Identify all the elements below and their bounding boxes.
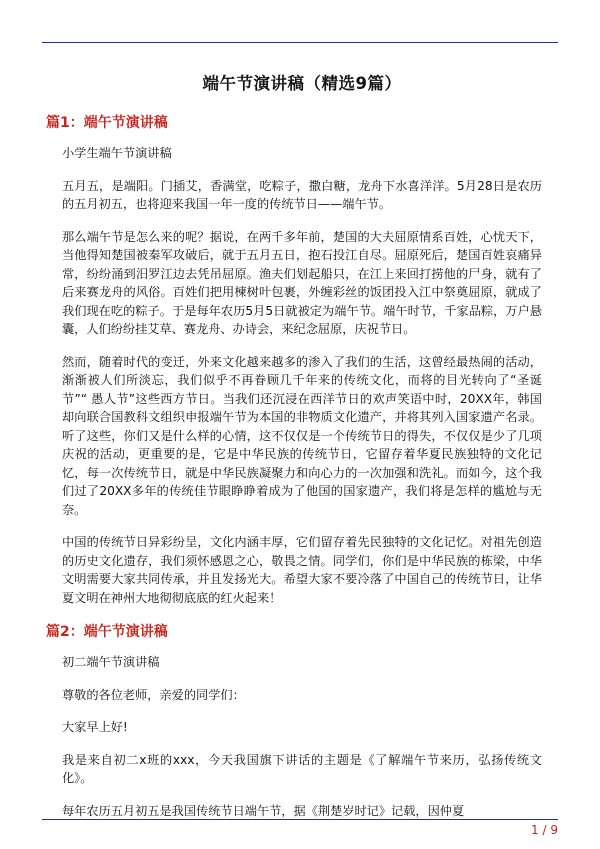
document-title: 端午节演讲稿（精选9篇） xyxy=(202,74,402,93)
paragraph: 中国的传统节日异彩纷呈，文化内涵丰厚，它们留存着先民独特的文化记忆。对祖先创造的历史文化遗存，我们须怀感恩之心，敬畏之情。同学们，你们是中华民族的栋梁，中华文明需要大家共同传承，并且发扬光大。希望大家不要冷落了中国自己的传统节日，让华夏文明在神州大地彻彻底底的红火起来！ xyxy=(62,535,542,605)
paragraph: 尊敬的各位老师，亲爱的同学们： xyxy=(62,687,245,702)
paragraph: 然而，随着时代的变迁，外来文化越来越多的渗入了我们的生活，这曾经最热闹的活动，渐渐被人们所淡忘，我们似乎不再眷顾几千年来的传统文化，而将的目光转向了“圣诞节”“ 愚人节”这些西方节日。当我们还沉浸在西洋节日的欢声笑语中时，20XX年，韩国却向联合国教科文组织申报端午节为本国的非物质文化遗产，并将其列入国家遗产名录。听了这些，你们又是什么样的心情，这不仅仅是一个传统节日的得失，不仅仅是少了几项庆祝的活动，更重要的是，它是中华民族的传统节日，它留存着华夏民族独特的文化记忆，每一次传统节日，就是中华民族凝聚力和向心力的一次加强和洗礼。而如今，这个我们过了20XX多年的传统佳节眼睁睁着成为了他国的国家遗产，我们将是怎样的尴尬与无奈。 xyxy=(62,354,542,517)
paragraph: 初二端午节演讲稿 xyxy=(62,655,160,669)
paragraph: 大家早上好! xyxy=(62,720,128,734)
document-body xyxy=(46,70,542,834)
paragraph: 每年农历五月初五是我国传统节日端午节，据《荆楚岁时记》记载，因仲夏 xyxy=(62,803,465,818)
section-heading-1: 篇1：端午节演讲稿 xyxy=(46,115,168,131)
paragraph: 那么端午节是怎么来的呢？据说，在两千多年前，楚国的大夫屈原情系百姓，心忧天下，当他得知楚国被秦军攻破后，就于五月五日，抱石投江自尽。屈原死后，楚国百姓哀痛异常，纷纷涌到汨罗江边去凭吊屈原。渔夫们划起船只，在江上来回打捞他的尸身，就有了后来赛龙舟的风俗。百姓们把用楝树叶包裹，外缠彩丝的饭团投入江中祭奠屈原，就成了我们现在吃的粽子。于是每年农历5月5日就被定为端午节。端午时节，千家品粽，万户悬囊，人们纷纷挂艾草、赛龙舟、办诗会，来纪念屈原，庆祝节日。 xyxy=(62,229,542,336)
section-heading-2: 篇2：端午节演讲稿 xyxy=(46,624,168,640)
paragraph: 我是来自初二x班的xxx，今天我国旗下讲话的主题是《了解端午节来历，弘扬传统文化》。 xyxy=(62,752,542,785)
header-rule xyxy=(42,42,558,43)
paragraph: 小学生端午节演讲稿 xyxy=(62,146,172,160)
footer-rule xyxy=(42,819,558,820)
paragraph: 五月五，是端阳。门插艾，香满堂，吃粽子，撒白糖，龙舟下水喜洋洋。5月28日是农历的五月初五，也将迎来我国一年一度的传统节日——端午节。 xyxy=(62,178,542,211)
page-number: 1 / 9 xyxy=(531,823,558,837)
